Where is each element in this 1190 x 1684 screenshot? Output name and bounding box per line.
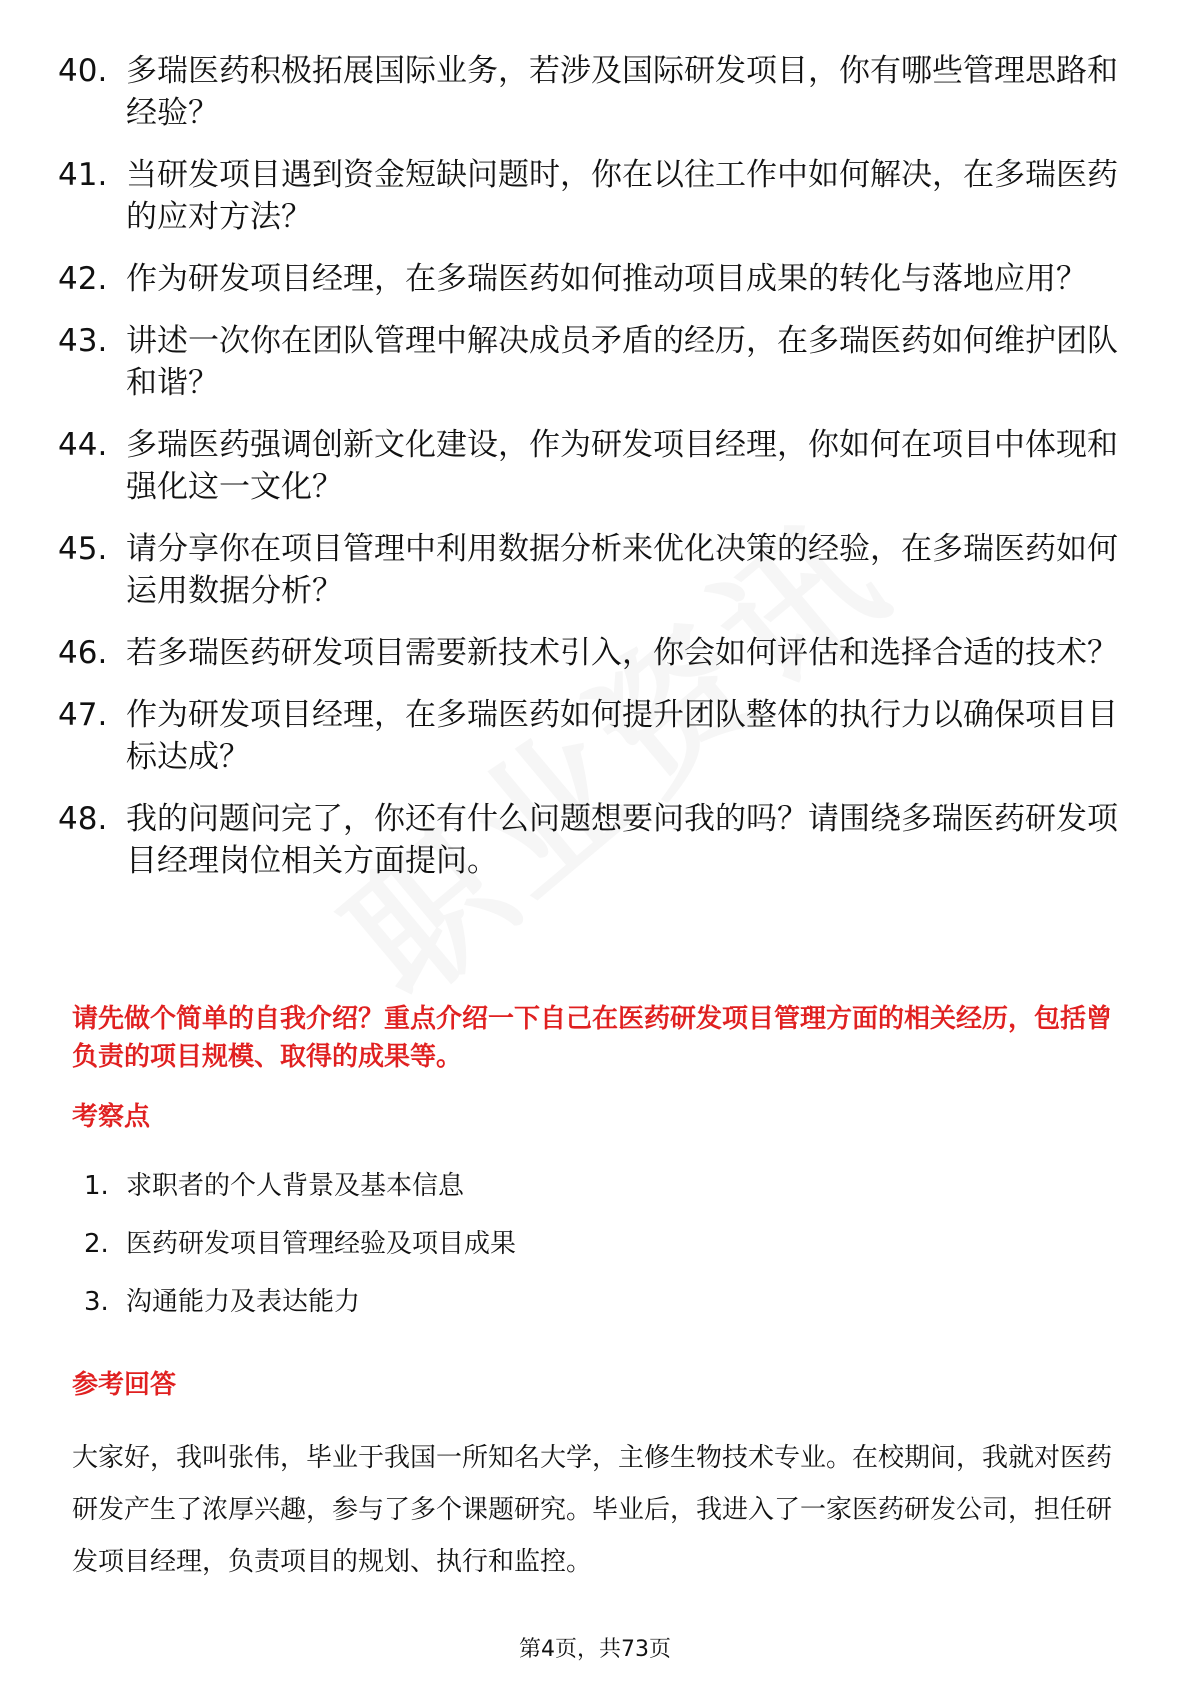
list-item <box>58 424 1118 508</box>
question-text: 讲述一次你在团队管理中解决成员矛盾的经历，在多瑞医药如何维护团队和谐？ <box>126 323 1118 401</box>
question-number: 43. <box>58 323 108 359</box>
focus-point-list <box>84 1168 1084 1342</box>
question-number: 45. <box>58 531 108 567</box>
point-number: 3. <box>84 1287 109 1317</box>
list-item <box>84 1226 1084 1262</box>
point-text: 求职者的个人背景及基本信息 <box>126 1171 465 1201</box>
question-number: 48. <box>58 801 108 837</box>
list-item <box>58 694 1118 778</box>
question-text: 请分享你在项目管理中利用数据分析来优化决策的经验，在多瑞医药如何运用数据分析？ <box>126 531 1118 609</box>
answer-heading: 参考回答 <box>72 1370 177 1400</box>
question-text: 我的问题问完了，你还有什么问题想要问我的吗？请围绕多瑞医药研发项目经理岗位相关方面提问。 <box>126 801 1118 879</box>
list-item <box>84 1168 1084 1204</box>
list-item <box>84 1284 1084 1320</box>
question-number: 47. <box>58 697 108 733</box>
question-text: 当研发项目遇到资金短缺问题时，你在以往工作中如何解决，在多瑞医药的应对方法？ <box>126 157 1118 235</box>
page-footer: 第4页，共73页 <box>519 1637 671 1662</box>
list-item <box>58 632 1118 674</box>
highlight-question: 请先做个简单的自我介绍？重点介绍一下自己在医药研发项目管理方面的相关经历，包括曾负责的项目规模、取得的成果等。 <box>72 1004 1113 1072</box>
list-item <box>58 258 1118 300</box>
question-list <box>58 50 1118 902</box>
point-text: 医药研发项目管理经验及项目成果 <box>126 1229 517 1259</box>
question-text: 若多瑞医药研发项目需要新技术引入，你会如何评估和选择合适的技术？ <box>126 635 1118 671</box>
point-number: 1. <box>84 1171 109 1201</box>
list-item <box>58 798 1118 882</box>
answer-paragraph: 大家好，我叫张伟，毕业于我国一所知名大学，主修生物技术专业。在校期间，我就对医药研发产生了浓厚兴趣，参与了多个课题研究。毕业后，我进入了一家医药研发公司，担任研发项目经理，负责项目的规划、执行和监控。 <box>72 1443 1113 1577</box>
focus-heading: 考察点 <box>72 1102 151 1132</box>
question-number: 46. <box>58 635 108 671</box>
question-text: 多瑞医药积极拓展国际业务，若涉及国际研发项目，你有哪些管理思路和经验？ <box>126 53 1118 131</box>
question-number: 40. <box>58 53 108 89</box>
question-text: 作为研发项目经理，在多瑞医药如何推动项目成果的转化与落地应用？ <box>126 261 1087 297</box>
list-item <box>58 528 1118 612</box>
question-number: 44. <box>58 427 108 463</box>
point-number: 2. <box>84 1229 109 1259</box>
list-item <box>58 50 1118 134</box>
list-item <box>58 320 1118 404</box>
question-text: 作为研发项目经理，在多瑞医药如何提升团队整体的执行力以确保项目目标达成？ <box>126 697 1118 775</box>
question-number: 42. <box>58 261 108 297</box>
point-text: 沟通能力及表达能力 <box>126 1287 361 1317</box>
question-text: 多瑞医药强调创新文化建设，作为研发项目经理，你如何在项目中体现和强化这一文化？ <box>126 427 1118 505</box>
question-number: 41. <box>58 157 108 193</box>
list-item <box>58 154 1118 238</box>
